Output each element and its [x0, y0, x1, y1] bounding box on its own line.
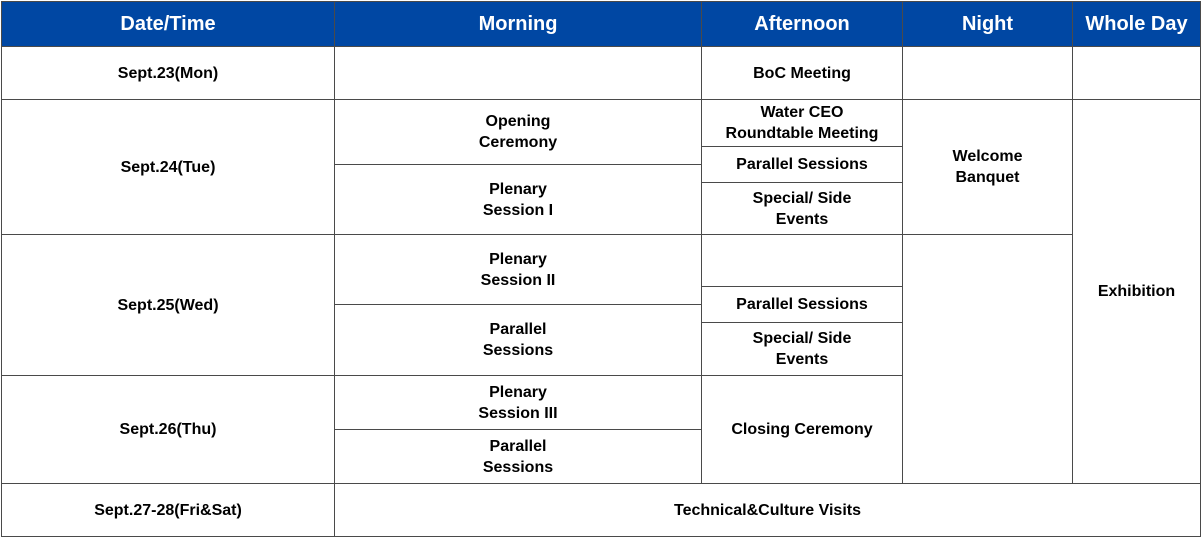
- sept24-night: Welcome Banquet: [952, 148, 1023, 186]
- grid-line: [334, 1, 335, 536]
- grid-line: [334, 164, 702, 165]
- grid-line: [1, 46, 1201, 47]
- grid-line: [701, 322, 903, 323]
- grid-line: [1, 483, 1201, 484]
- sept23-afternoon: BoC Meeting: [753, 64, 851, 82]
- grid-line: [1, 234, 1073, 235]
- date-sept25: Sept.25(Wed): [117, 296, 219, 314]
- grid-line: [1, 1, 2, 537]
- sept25-morning-2: Parallel Sessions: [482, 321, 554, 359]
- sept26-morning-2: Parallel Sessions: [482, 437, 554, 476]
- sept25-afternoon-2: Parallel Sessions: [736, 296, 868, 313]
- grid-line: [334, 429, 702, 430]
- date-sept26: Sept.26(Thu): [119, 421, 217, 438]
- grid-line: [701, 1, 702, 484]
- sept24-afternoon-2: Parallel Sessions: [736, 156, 868, 173]
- date-sept23: Sept.23(Mon): [117, 64, 219, 82]
- grid-line: [1, 1, 1201, 2]
- sept24-morning-2: Plenary Session I: [482, 180, 554, 219]
- grid-line: [701, 146, 903, 147]
- whole-day-exhibition: Exhibition: [1097, 283, 1176, 300]
- grid-line: [1072, 1, 1073, 484]
- sept26-afternoon: Closing Ceremony: [731, 421, 873, 438]
- sept27-28-visits: Technical&Culture Visits: [673, 501, 861, 519]
- header-morning: Morning: [335, 2, 701, 46]
- date-sept27-28: Sept.27-28(Fri&Sat): [94, 501, 242, 519]
- header-whole-day: Whole Day: [1073, 2, 1200, 46]
- grid-line: [334, 304, 702, 305]
- grid-line: [701, 182, 903, 183]
- grid-line: [701, 286, 903, 287]
- header-night: Night: [903, 2, 1072, 46]
- grid-line: [1, 375, 902, 376]
- header-afternoon: Afternoon: [702, 2, 902, 46]
- sept25-afternoon-3: Special/ Side Events: [752, 330, 852, 368]
- sept24-morning-1: Opening Ceremony: [478, 113, 558, 151]
- header-date-time: Date/Time: [2, 2, 334, 46]
- sept24-afternoon-3: Special/ Side Events: [752, 189, 852, 228]
- grid-line: [1200, 1, 1201, 537]
- sept25-morning-1: Plenary Session II: [480, 250, 556, 289]
- grid-line: [902, 1, 903, 484]
- sept26-morning-1: Plenary Session III: [478, 383, 558, 422]
- sept24-afternoon-1: Water CEO Roundtable Meeting: [725, 104, 879, 142]
- grid-line: [1, 99, 1201, 100]
- date-sept24: Sept.24(Tue): [120, 158, 216, 176]
